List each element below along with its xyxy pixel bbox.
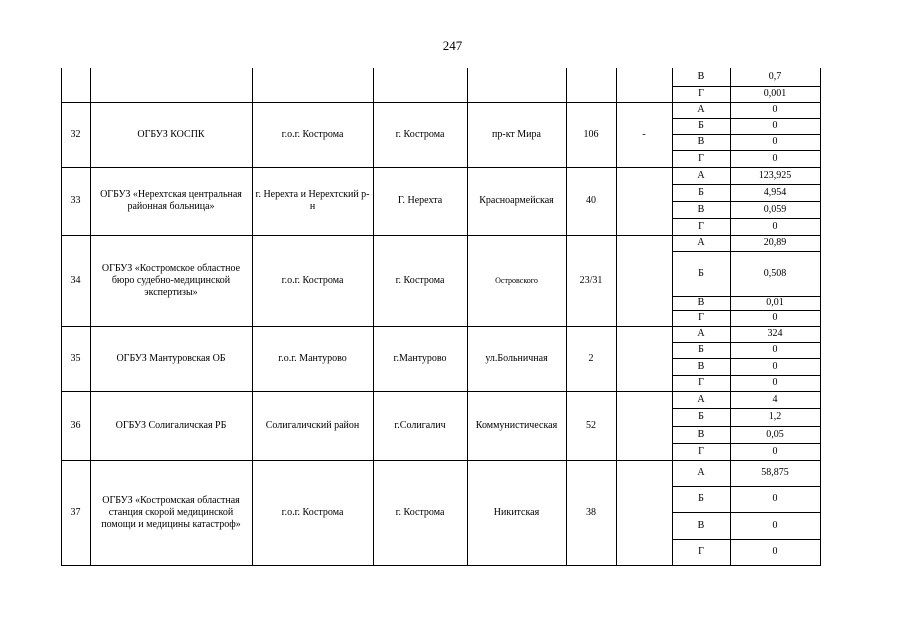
- city: г. Кострома: [395, 274, 445, 286]
- value-amount: 0,508: [763, 267, 787, 279]
- row-number: 37: [70, 506, 81, 518]
- organization-name: ОГБУЗ «Нерехтская центральная районная больница»: [100, 189, 242, 212]
- district: г.о.г. Кострома: [281, 128, 344, 140]
- page-number: 247: [442, 38, 463, 53]
- value-letter: А: [697, 169, 705, 181]
- organization-name: ОГБУЗ Мантуровская ОБ: [116, 352, 226, 364]
- district: Солигаличский район: [265, 419, 360, 431]
- house-number: 23/31: [579, 274, 603, 286]
- district: г.о.г. Кострома: [281, 274, 344, 286]
- value-letter: В: [697, 360, 705, 372]
- extra-mark: -: [642, 128, 646, 140]
- organization-name: ОГБУЗ КОСПК: [137, 128, 205, 140]
- value-amount: 0: [772, 360, 778, 372]
- value-letter: А: [697, 237, 705, 248]
- value-letter: Г: [698, 88, 704, 99]
- city: г.Мантурово: [393, 352, 447, 364]
- value-amount: 0,059: [763, 203, 787, 215]
- value-letter: Б: [698, 120, 704, 131]
- city: Г. Нерехта: [397, 195, 443, 206]
- district: г. Нерехта и Нерехтский р-н: [255, 189, 370, 212]
- value-amount: 20,89: [763, 237, 787, 248]
- house-number: 52: [586, 419, 596, 431]
- value-letter: В: [697, 519, 705, 531]
- district: г.о.г. Мантурово: [278, 352, 347, 364]
- value-amount: 0: [772, 493, 778, 504]
- value-letter: В: [697, 71, 705, 82]
- extra-mark: [616, 235, 672, 326]
- value-amount: 324: [767, 328, 783, 339]
- value-letter: В: [697, 136, 705, 147]
- house-number: 38: [586, 506, 596, 518]
- value-letter: А: [697, 393, 705, 405]
- city: г. Кострома: [395, 506, 445, 518]
- organization-name: ОГБУЗ Солигаличская РБ: [115, 419, 227, 431]
- house-number: 40: [586, 195, 596, 206]
- value-amount: 0: [772, 377, 778, 388]
- street: Никитская: [493, 506, 540, 518]
- city: г. Кострома: [395, 128, 445, 140]
- value-amount: 0: [772, 344, 778, 355]
- table-hline: [61, 565, 821, 566]
- value-amount: 4,954: [763, 186, 787, 198]
- street: Островского: [495, 275, 538, 285]
- value-letter: Б: [698, 267, 704, 279]
- value-letter: Г: [698, 546, 704, 557]
- organization-name: ОГБУЗ «Костромская областная станция скорой медицинской помощи и медицины катастроф»: [101, 494, 241, 530]
- value-amount: 58,875: [761, 467, 789, 478]
- value-amount: 1,2: [768, 411, 782, 422]
- value-amount: 0: [772, 152, 778, 164]
- value-letter: А: [697, 467, 705, 478]
- value-amount: 0: [772, 120, 778, 131]
- value-amount: 0: [772, 445, 778, 457]
- value-letter: А: [697, 104, 705, 115]
- street: Красноармейская: [479, 195, 554, 206]
- value-letter: А: [697, 328, 705, 339]
- value-letter: Б: [698, 186, 704, 198]
- value-amount: 0,05: [766, 428, 784, 440]
- value-letter: В: [697, 428, 705, 440]
- value-amount: 0,01: [766, 297, 784, 308]
- value-letter: В: [697, 297, 705, 308]
- value-amount: 0,7: [768, 71, 782, 82]
- value-amount: 123,925: [758, 169, 792, 181]
- extra-mark: [616, 391, 672, 460]
- street: пр-кт Мира: [492, 128, 541, 140]
- house-number: 106: [583, 128, 599, 140]
- value-amount: 0: [772, 519, 778, 531]
- value-amount: 0: [772, 104, 778, 115]
- value-amount: 0: [772, 220, 778, 232]
- organization-name: ОГБУЗ «Костромское областное бюро судебно-медицинской экспертизы»: [101, 262, 241, 298]
- value-letter: Г: [698, 220, 704, 232]
- street: ул.Больничная: [485, 352, 548, 364]
- extra-mark: [616, 167, 672, 235]
- value-letter: В: [697, 203, 705, 215]
- row-number: 34: [70, 274, 81, 286]
- value-amount: 4: [772, 393, 778, 405]
- value-amount: 0,001: [763, 88, 787, 99]
- value-amount: 0: [772, 546, 778, 557]
- value-letter: Г: [698, 377, 704, 388]
- extra-mark: [616, 326, 672, 391]
- city: г.Солигалич: [394, 419, 446, 431]
- row-number: 36: [70, 419, 81, 431]
- row-number: 33: [70, 195, 81, 206]
- row-number: 32: [70, 128, 81, 140]
- table-vline: [820, 68, 821, 566]
- value-letter: Б: [698, 493, 704, 504]
- street: Коммунистическая: [475, 419, 558, 431]
- value-letter: Б: [698, 411, 704, 422]
- district: г.о.г. Кострома: [281, 506, 344, 518]
- value-amount: 0: [772, 136, 778, 147]
- row-number: 35: [70, 352, 81, 364]
- value-amount: 0: [772, 312, 778, 323]
- value-letter: Г: [698, 152, 704, 164]
- extra-mark: [616, 460, 672, 565]
- value-letter: Г: [698, 445, 704, 457]
- house-number: 2: [588, 352, 594, 364]
- value-letter: Г: [698, 312, 704, 323]
- value-letter: Б: [698, 344, 704, 355]
